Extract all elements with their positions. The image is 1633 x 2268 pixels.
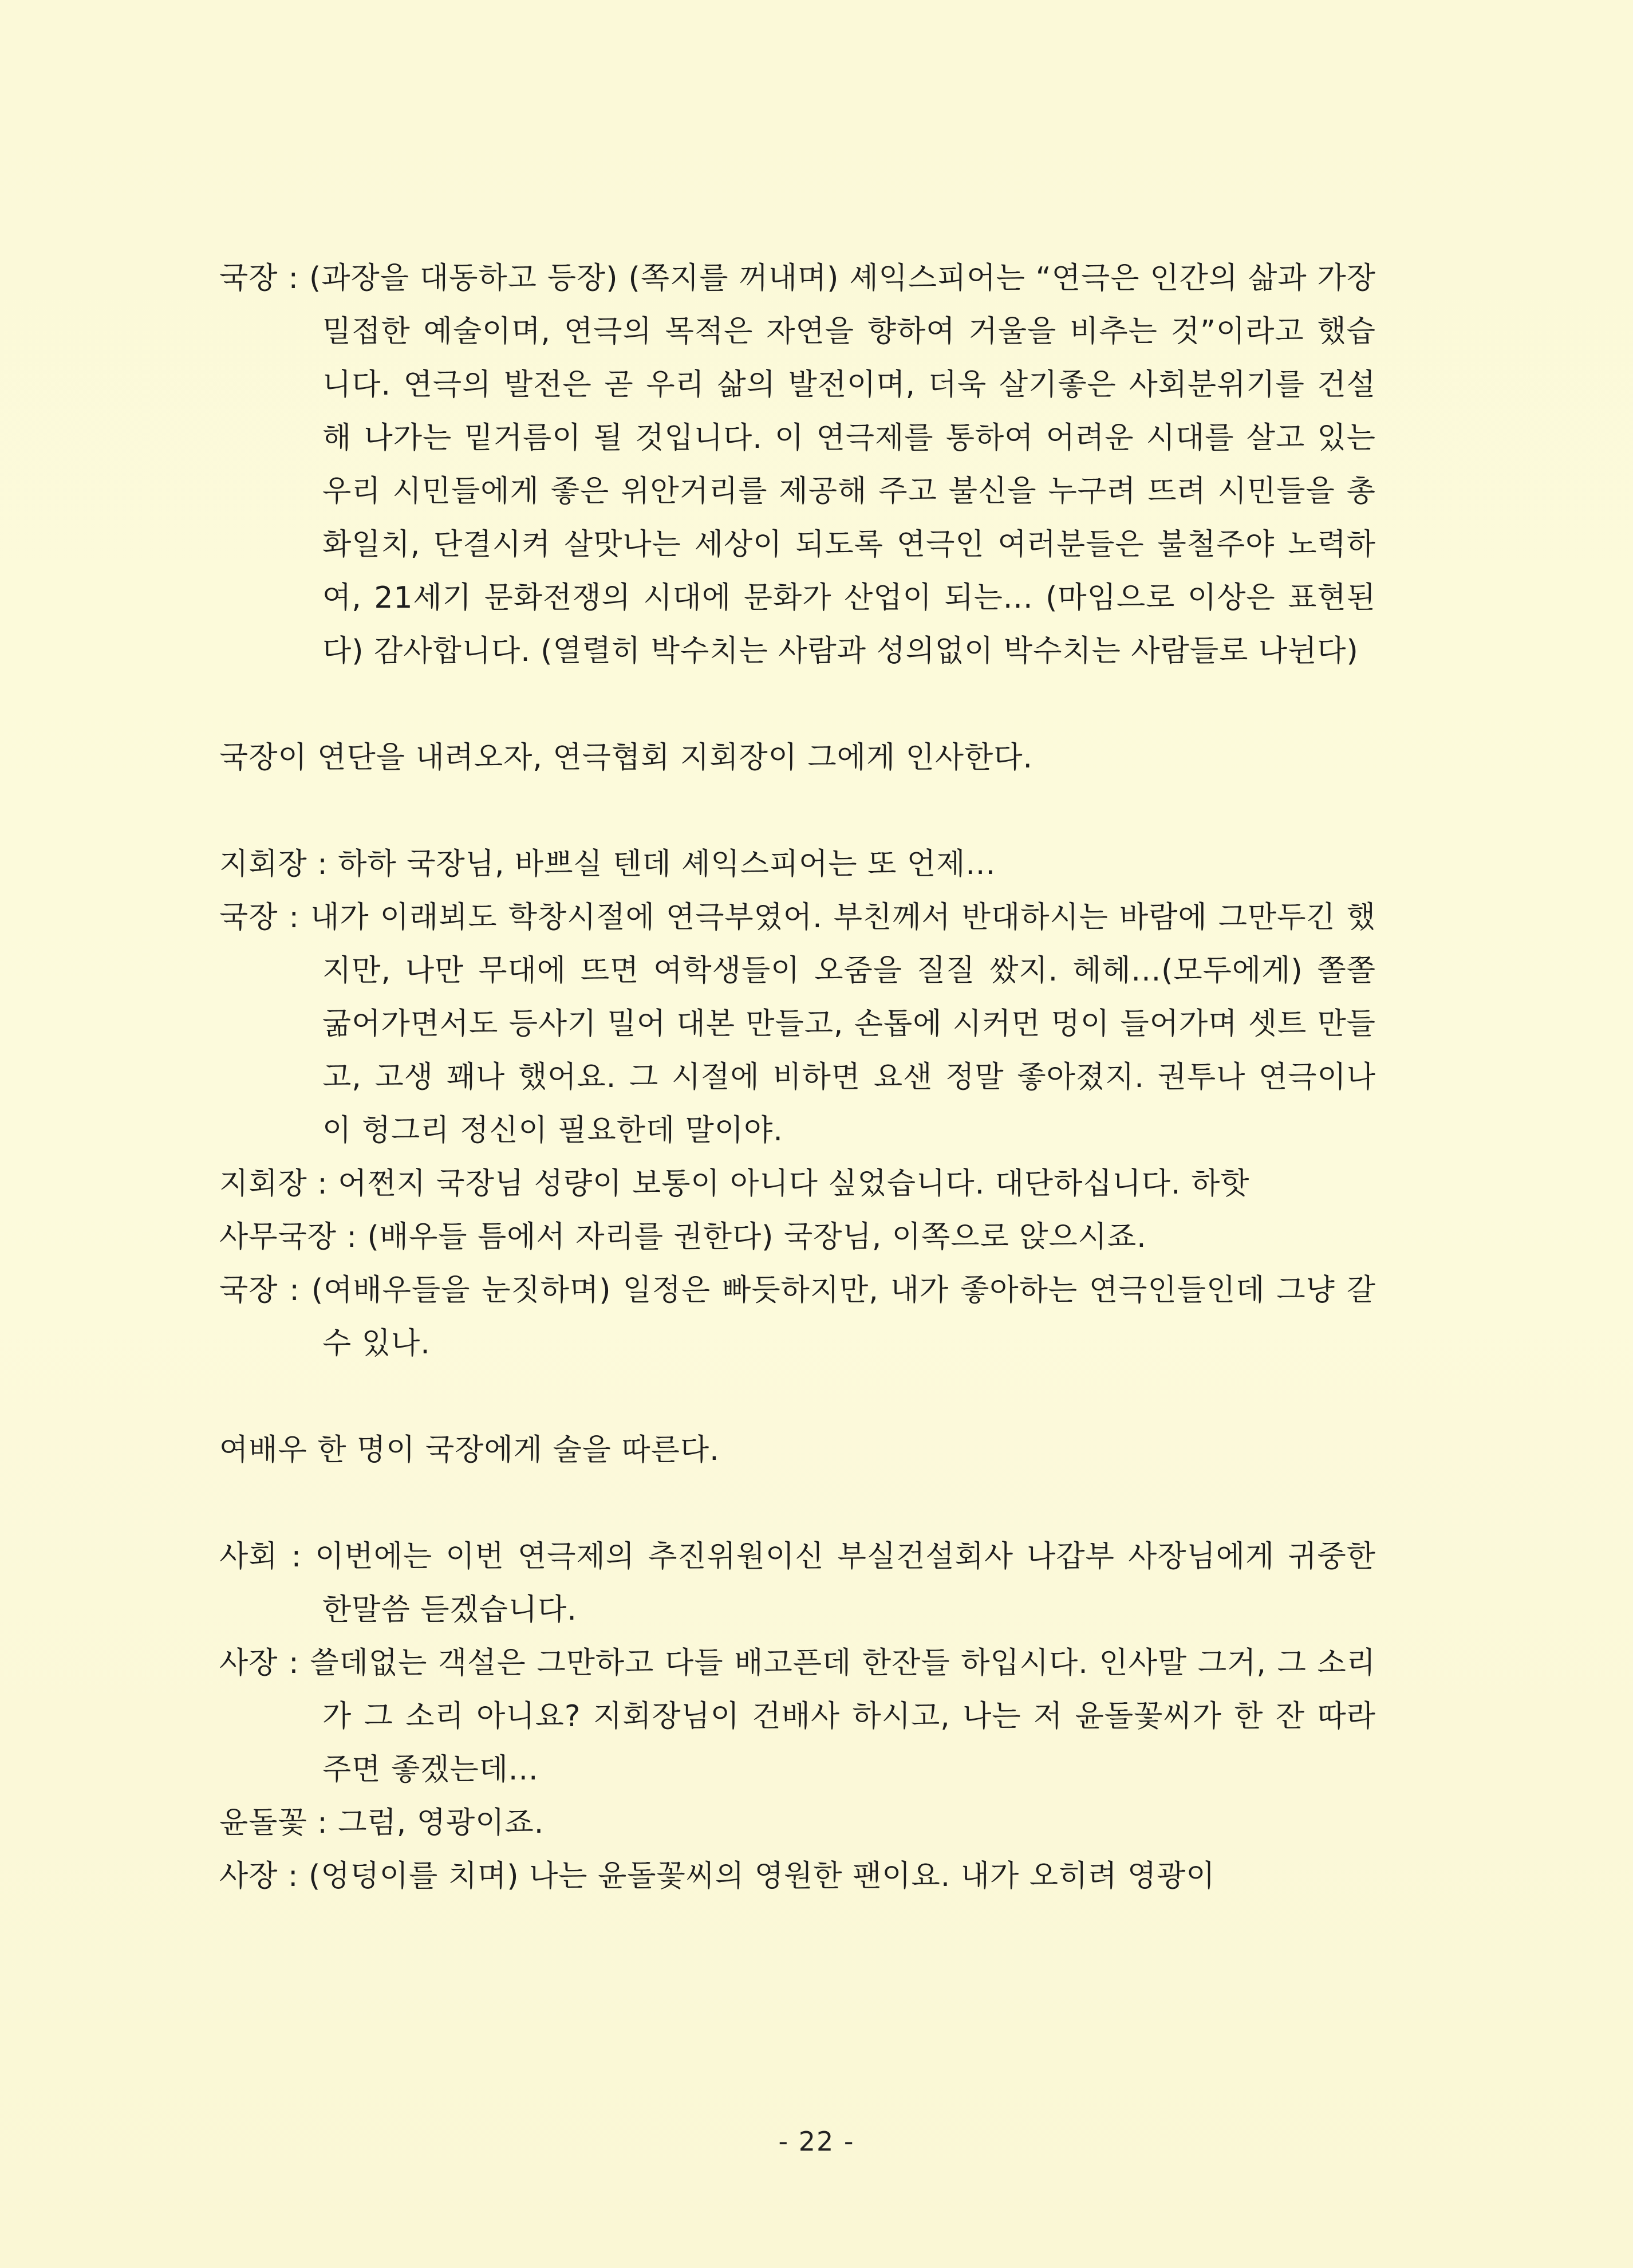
speech-chief-memory xyxy=(219,891,1376,1157)
speech-text: 어쩐지 국장님 성량이 보통이 아니다 싶었습니다. 대단하십니다. 하핫 xyxy=(338,1167,1250,1201)
speaker-label: 지회장 : xyxy=(219,1167,338,1201)
speech-text: (여배우들을 눈짓하며) 일정은 빠듯하지만, 내가 좋아하는 연극인들인데 그냥 갈 수 있나. xyxy=(311,1273,1376,1361)
paragraph-gap xyxy=(219,1371,1376,1424)
speaker-label: 국장 : xyxy=(219,1273,311,1308)
speaker-label: 사무국장 : xyxy=(219,1220,368,1254)
speaker-label: 사회 : xyxy=(219,1539,315,1574)
speech-text: (배우들 틈에서 자리를 권한다) 국장님, 이쪽으로 앉으시죠. xyxy=(367,1220,1147,1254)
speech-text: 하하 국장님, 바쁘실 텐데 셰익스피어는 또 언제... xyxy=(338,847,996,881)
paragraph-gap xyxy=(219,678,1376,731)
speech-text: (과장을 대동하고 등장) (쪽지를 꺼내며) 셰익스피어는 “연극은 인간의 삶과 가장 밀접한 예술이며, 연극의 목적은 자연을 향하여 거울을 비추는 것”이라고 했습니다. 연극의 발전은 곧 우리 삶의 발전이며, 더욱 살기좋은 사회분위기를 건설해 나가는 밑거름이 될 것입니다. 이 연극제를 통하여 어려운 시대를 살고 있는 우리 시민들에게 좋은 위안거리를 제공해 주고 불신을 누구려 뜨려 시민들을 총화일치, 단결시켜 살맛나는 세상이 되도록 연극인 여러분들은 불철주야 노력하여, 21세기 문화전쟁의 시대에 문화가 산업이 되는... (마임으로 이상은 표현된다) 감사합니다. (열렬히 박수치는 사람과 성의없이 박수치는 사람들로 나뉜다) xyxy=(309,261,1376,668)
speech-host xyxy=(219,1530,1376,1637)
speech-chief-opening xyxy=(219,252,1376,678)
speech-text: 쓸데없는 객설은 그만하고 다들 배고픈데 한잔들 하입시다. 인사말 그거, 그 소리가 그 소리 아니요? 지회장님이 건배사 하시고, 나는 저 윤돌꽃씨가 한 잔 따라 주면 좋겠는데... xyxy=(310,1646,1376,1787)
speech-text: 내가 이래뵈도 학창시절에 연극부였어. 부친께서 반대하시는 바람에 그만두긴 했지만, 나만 무대에 뜨면 여학생들이 오줌을 질질 쌌지. 헤헤...(모두에게) 쫄쫄 굶어가면서도 등사기 밀어 대본 만들고, 손톱에 시커먼 멍이 들어가며 셋트 만들고, 고생 꽤나 했어요. 그 시절에 비하면 요샌 정말 좋아졌지. 권투나 연극이나 이 헝그리 정신이 필요한데 말이야. xyxy=(310,900,1376,1148)
speaker-label: 국장 : xyxy=(219,261,309,296)
speech-text: 그럼, 영광이죠. xyxy=(338,1806,545,1840)
speech-chief-actresses xyxy=(219,1264,1376,1371)
speech-branch-head-reply xyxy=(219,1157,1376,1211)
speech-president-fan xyxy=(219,1850,1376,1903)
script-body xyxy=(219,252,1376,1903)
page-number: - 22 - xyxy=(778,2126,855,2157)
speech-branch-head xyxy=(219,838,1376,891)
stage-direction: 국장이 연단을 내려오자, 연극협회 지회장이 그에게 인사한다. xyxy=(219,741,1034,775)
speech-yoondolkkot xyxy=(219,1797,1376,1850)
paragraph-gap xyxy=(219,785,1376,838)
stage-direction: 여배우 한 명이 국장에게 술을 따른다. xyxy=(219,1433,720,1467)
paragraph-gap xyxy=(219,1477,1376,1530)
speech-secretary-general xyxy=(219,1211,1376,1264)
speaker-label: 국장 : xyxy=(219,900,311,935)
speech-text: (엉덩이를 치며) 나는 윤돌꽃씨의 영원한 팬이요. 내가 오히려 영광이 xyxy=(309,1859,1216,1893)
speaker-label: 지회장 : xyxy=(219,847,338,881)
speaker-label: 사장 : xyxy=(219,1646,310,1680)
speaker-label: 윤돌꽃 : xyxy=(219,1806,338,1840)
speech-president xyxy=(219,1637,1376,1797)
speech-text: 이번에는 이번 연극제의 추진위원이신 부실건설회사 나갑부 사장님에게 귀중한 한말씀 듣겠습니다. xyxy=(315,1539,1376,1627)
speaker-label: 사장 : xyxy=(219,1859,309,1893)
